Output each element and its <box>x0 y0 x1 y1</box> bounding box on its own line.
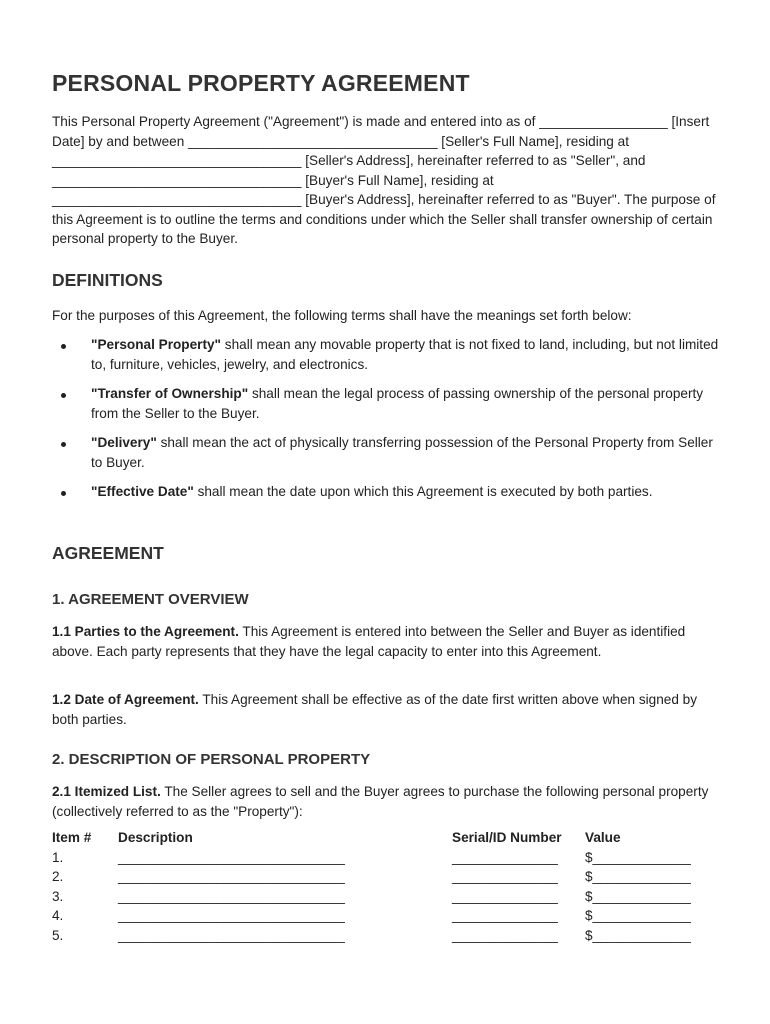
description-blank: ______________________________ <box>118 888 345 904</box>
definition-text: shall mean the date upon which this Agreement is executed by both parties. <box>193 484 653 499</box>
definitions-list <box>52 335 720 512</box>
section-2-heading: 2. DESCRIPTION OF PERSONAL PROPERTY <box>52 751 371 768</box>
definitions-intro: For the purposes of this Agreement, the following terms shall have the meanings set forth below: <box>52 308 632 323</box>
bullet-icon <box>61 442 66 447</box>
table-header-row <box>52 830 720 850</box>
bullet-icon <box>61 393 66 398</box>
section-1-2-paragraph <box>52 690 720 729</box>
section-1-2-label: 1.2 Date of Agreement. <box>52 692 199 707</box>
value-blank: $_____________ <box>585 908 691 923</box>
definition-item <box>52 433 720 472</box>
section-1-1-label: 1.1 Parties to the Agreement. <box>52 624 239 639</box>
table-row <box>52 889 720 909</box>
definition-item <box>52 335 720 374</box>
description-blank: ______________________________ <box>118 869 345 884</box>
item-number: 1. <box>52 849 64 865</box>
table-row <box>52 928 720 948</box>
description-blank: ______________________________ <box>118 849 345 865</box>
header-item: Item # <box>52 830 92 845</box>
agreement-heading: AGREEMENT <box>52 543 164 563</box>
definition-term: "Transfer of Ownership" <box>91 386 249 401</box>
definition-text: shall mean the act of physically transferring possession of the Personal Property from Seller to Buyer. <box>91 435 713 470</box>
serial-blank: ______________ <box>452 927 558 943</box>
table-row <box>52 850 720 870</box>
definition-text: shall mean any movable property that is not fixed to land, including, but not limited to, furniture, vehicles, jewelry, and electronics. <box>91 337 719 372</box>
item-number: 4. <box>52 908 64 923</box>
item-number: 5. <box>52 927 64 943</box>
section-2-1-paragraph <box>52 782 720 821</box>
document-title: PERSONAL PROPERTY AGREEMENT <box>52 70 470 96</box>
description-blank: ______________________________ <box>118 908 345 923</box>
property-table <box>52 830 720 947</box>
table-row <box>52 869 720 889</box>
header-value: Value <box>585 830 621 845</box>
definition-term: "Effective Date" <box>91 484 194 499</box>
item-number: 3. <box>52 888 64 904</box>
section-1-1-paragraph <box>52 622 720 661</box>
header-serial: Serial/ID Number <box>452 830 562 845</box>
definition-item <box>52 384 720 423</box>
section-2-1-text: The Seller agrees to sell and the Buyer agrees to purchase the following personal property (collectively referred to as the "Property"): <box>52 784 709 819</box>
definition-term: "Delivery" <box>91 435 157 450</box>
value-blank: $_____________ <box>585 888 691 904</box>
section-1-1-text: This Agreement is entered into between the Seller and Buyer as identified above. Each party represents that they have the legal capacity to enter into this Agreement. <box>52 624 686 659</box>
serial-blank: ______________ <box>452 869 558 884</box>
serial-blank: ______________ <box>452 908 558 923</box>
definition-item <box>52 482 720 502</box>
section-1-2-text: This Agreement shall be effective as of the date first written above when signed by both parties. <box>52 692 698 727</box>
value-blank: $_____________ <box>585 927 691 943</box>
description-blank: ______________________________ <box>118 927 345 943</box>
value-blank: $_____________ <box>585 849 691 865</box>
bullet-icon <box>61 491 66 496</box>
table-row <box>52 908 720 928</box>
value-blank: $_____________ <box>585 869 691 884</box>
bullet-icon <box>61 344 66 349</box>
intro-paragraph: This Personal Property Agreement ("Agreement") is made and entered into as of _________________ [Insert Date] by and between _________________________________ [Seller's Full Name], residing at _________________________________ [Seller's Address], hereinafter referred to as "Seller", and _________________________________ [Buyer's Full Name], residing at _________________________________ [Buyer's Address], hereinafter referred to as "Buyer". The purpose of this Agreement is to outline the terms and conditions under which the Seller shall transfer ownership of certain personal property to the Buyer. <box>52 114 716 246</box>
definition-term: "Personal Property" <box>91 337 221 352</box>
definition-text: shall mean the legal process of passing ownership of the personal property from the Seller to the Buyer. <box>91 386 704 421</box>
section-1-heading: 1. AGREEMENT OVERVIEW <box>52 591 249 608</box>
section-2-1-label: 2.1 Itemized List. <box>52 784 161 799</box>
serial-blank: ______________ <box>452 849 558 865</box>
header-description: Description <box>118 830 193 845</box>
serial-blank: ______________ <box>452 888 558 904</box>
item-number: 2. <box>52 869 64 884</box>
definitions-heading: DEFINITIONS <box>52 270 163 290</box>
